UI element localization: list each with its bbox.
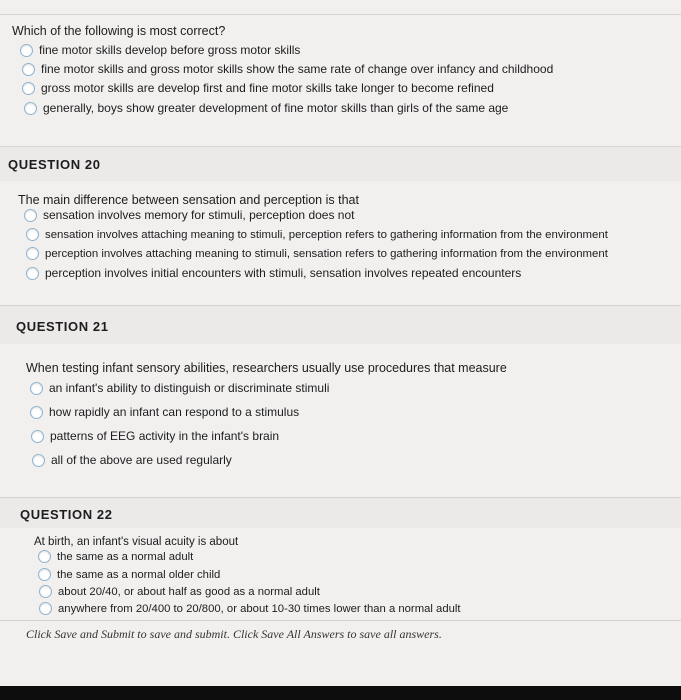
q19-option-4[interactable] <box>24 101 508 115</box>
q21-heading: QUESTION 21 <box>16 319 109 334</box>
q21-prompt: When testing infant sensory abilities, researchers usually use procedures that measure <box>26 361 507 375</box>
q22-option-2[interactable] <box>38 568 220 581</box>
q22-option-2-label: the same as a normal older child <box>57 568 221 581</box>
q21-option-3[interactable] <box>31 429 279 443</box>
screen-bottom-bar <box>0 686 681 700</box>
q19-option-1-label: fine motor skills develop before gross motor skills <box>39 43 301 57</box>
q20-option-3[interactable] <box>26 247 608 260</box>
q22-prompt: At birth, an infant's visual acuity is about <box>34 536 239 548</box>
q22-option-4[interactable] <box>39 602 461 615</box>
q22-option-4-label: anywhere from 20/400 to 20/800, or about 10-30 times lower than a normal adult <box>58 602 461 615</box>
q20-option-4[interactable] <box>26 266 521 280</box>
q21-option-4[interactable] <box>32 453 232 467</box>
q19-option-4-label: generally, boys show greater development of fine motor skills than girls of the same age <box>43 101 509 115</box>
q21-option-2-label: how rapidly an infant can respond to a stimulus <box>49 405 300 419</box>
q21-option-1-label: an infant's ability to distinguish or discriminate stimuli <box>49 381 330 395</box>
q21-radio-4[interactable] <box>32 454 45 467</box>
q19-option-3[interactable] <box>22 81 494 95</box>
q20-radio-3[interactable] <box>26 247 39 260</box>
q20-prompt: The main difference between sensation and perception is that <box>18 193 359 207</box>
q21-radio-3[interactable] <box>31 430 44 443</box>
q19-radio-3[interactable] <box>22 82 35 95</box>
q21-radio-2[interactable] <box>30 406 43 419</box>
q22-option-1[interactable] <box>38 550 193 563</box>
q20-option-1-label: sensation involves memory for stimuli, perception does not <box>43 208 355 222</box>
q19-prompt: Which of the following is most correct? <box>12 24 226 38</box>
q19-option-2-label: fine motor skills and gross motor skills show the same rate of change over infancy and childhood <box>41 62 554 76</box>
q22-radio-2[interactable] <box>38 568 51 581</box>
q19-radio-1[interactable] <box>20 44 33 57</box>
q19-option-2[interactable] <box>22 62 553 76</box>
q19-radio-2[interactable] <box>22 63 35 76</box>
q20-option-2-label: sensation involves attaching meaning to stimuli, perception refers to gathering information from the environment <box>45 228 608 241</box>
q21-option-3-label: patterns of EEG activity in the infant's brain <box>50 429 280 443</box>
q19-option-1[interactable] <box>20 43 300 57</box>
q20-option-3-label: perception involves attaching meaning to stimuli, sensation refers to gathering information from the environment <box>45 247 608 260</box>
q20-option-4-label: perception involves initial encounters with stimuli, sensation involves repeated encounters <box>45 266 522 280</box>
q22-option-1-label: the same as a normal adult <box>57 550 194 563</box>
q21-radio-1[interactable] <box>30 382 43 395</box>
q20-radio-2[interactable] <box>26 228 39 241</box>
q22-option-3-label: about 20/40, or about half as good as a normal adult <box>58 585 320 598</box>
save-instructions: Click Save and Submit to save and submit. Click Save All Answers to save all answers. <box>26 627 442 641</box>
q22-radio-4[interactable] <box>39 602 52 615</box>
q21-option-2[interactable] <box>30 405 299 419</box>
q19-option-3-label: gross motor skills are develop first and fine motor skills take longer to become refined <box>41 81 494 95</box>
q21-option-4-label: all of the above are used regularly <box>51 453 232 467</box>
q20-heading: QUESTION 20 <box>8 157 101 172</box>
q20-header-band <box>0 147 681 181</box>
q20-radio-4[interactable] <box>26 267 39 280</box>
top-divider <box>0 14 681 15</box>
q19-radio-4[interactable] <box>24 102 37 115</box>
footer-divider <box>0 620 681 621</box>
q22-heading: QUESTION 22 <box>20 507 113 522</box>
q20-option-2[interactable] <box>26 228 608 241</box>
q20-option-1[interactable] <box>24 208 354 222</box>
q22-radio-3[interactable] <box>39 585 52 598</box>
q22-option-3[interactable] <box>39 585 320 598</box>
q22-radio-1[interactable] <box>38 550 51 563</box>
q20-radio-1[interactable] <box>24 209 37 222</box>
q21-option-1[interactable] <box>30 381 329 395</box>
